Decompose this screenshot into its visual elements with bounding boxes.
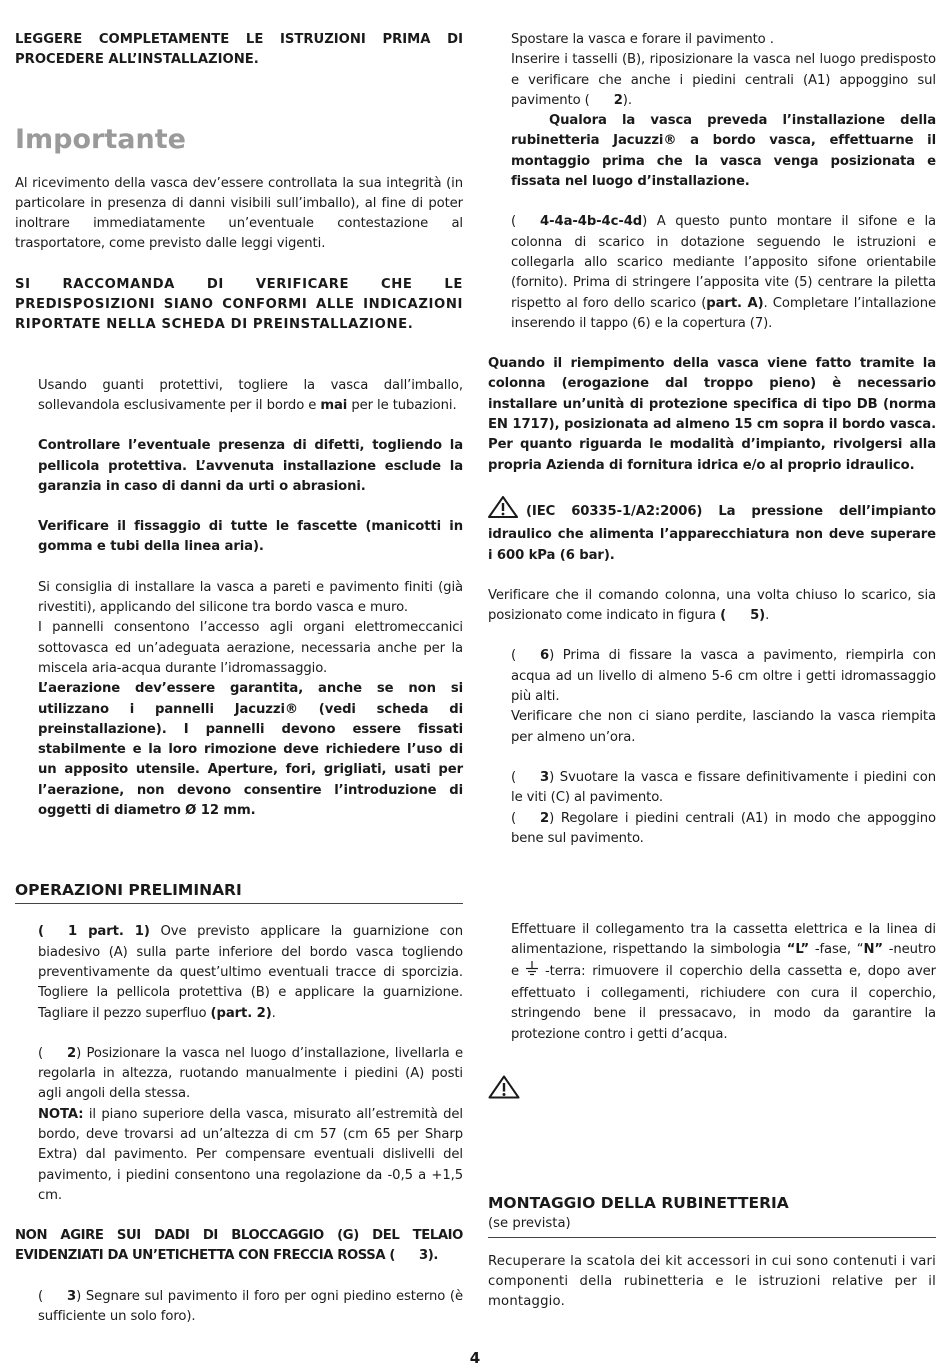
paragraph-verify: SI RACCOMANDA DI VERIFICARE CHE LE PREDISPOSIZIONI SIANO CONFORMI ALLE INDICAZIONI RIPORTATE NELLA SCHEDA DI PREINSTALLAZIONE. [15,276,463,333]
paragraph-taps-warning: Qualora la vasca preveda l’installazione della rubinetteria Jacuzzi® a bordo vasca, effettuarne il montaggio prima che la vasca venga posizionata e fissata nel luogo d’installazione. [511,113,936,190]
paragraph-gloves: Usando guanti protettivi, togliere la vasca dall’imballo, sollevandola esclusivamente per il bordo e mai per le tubazioni. [38,377,463,413]
ground-symbol-icon [525,961,539,984]
paragraph-nuts: NON AGIRE SUI DADI DI BLOCCAGGIO (G) DEL TELAIO EVIDENZIATI DA UN’ETICHETTA CON FRECCIA ROSSA ( 3). [15,1228,463,1264]
paragraph-plugs: Inserire i tasselli (B), riposizionare la vasca nel luogo predisposto e verificare che anche i piedini centrali (A1) appoggino sul pavimento ( 2). [511,52,936,108]
paragraph-gasket: ( 1 part. 1) Ove previsto applicare la guarnizione con biadesivo (A) sulla parte inferiore del bordo vasca togliendo preventivamente da quest’ultimo eventuali tracce di sporcizia. Togliere la pellicola protettiva (B) e applicare la guarnizione. Tagliare il pezzo superfluo (part. 2). [38,924,463,1021]
warning-icon-standalone [488,1075,936,1103]
paragraph-fill: ( 6) Prima di fissare la vasca a pavimento, riempirla con acqua ad un livello di almeno 5-6 cm oltre i getti idromassaggio più alti. [511,648,936,705]
paragraph-mark: ( 3) Segnare sul pavimento il foro per ogni piedino esterno (è sufficiente un solo foro). [38,1288,463,1325]
right-column [488,30,936,1313]
paragraph-empty: ( 3) Svuotare la vasca e fissare definitivamente i piedini con le viti (C) al pavimento. [511,769,936,806]
paragraph-move: Spostare la vasca e forare il pavimento . [511,32,774,47]
paragraph-siphon: ( 4-4a-4b-4c-4d) A questo punto montare il sifone e la colonna di scarico in dotazione seguendo le istruzioni e collegarla allo scarico mediante l’apposito sifone orientabile (fornito). Prima di stringere l’apposita vite (5) centrare la piletta rispetto al foro dello scarico (part. A). Completare l’intallazione inserendo il tappo (6) e la copertura (7). [511,214,937,331]
paragraph-adjust: ( 2) Regolare i piedini centrali (A1) in modo che appoggino bene sul pavimento. [511,810,936,846]
paragraph-receipt: Al ricevimento della vasca dev’essere controllata la sua integrità (in particolare in presenza di danni visibili sull’imballo), al fine di poter inoltrare immediatamente un’eventuale contestazione al trasportatore, come previsto dalle leggi vigenti. [15,175,463,252]
left-column [15,30,463,1327]
heading-important: Importante [15,123,186,155]
page-number: 4 [469,1349,481,1367]
paragraph-walls: Si consiglia di installare la vasca a pareti e pavimento finiti (già rivestiti), applicando del silicone tra bordo vasca e muro. [38,579,463,616]
paragraph-filling: Quando il riempimento della vasca viene fatto tramite la colonna (erogazione dal troppo pieno) è necessario installare un’unità di protezione specifica di tipo DB (norma EN 1717), posizionata ad almeno 15 cm sopra il bordo vasca. Per quanto riguarda le modalità d’impianto, rivolgersi alla propria Azienda di fornitura idrica e/o al proprio idraulico. [488,356,936,473]
paragraph-command: Verificare che il comando colonna, una volta chiuso lo scarico, sia posizionato come indicato in figura ( 5). [488,587,936,624]
paragraph-defects: Controllare l’eventuale presenza di difetti, togliendo la pellicola protettiva. L’avvenuta installazione esclude la garanzia in caso di danni da urti o abrasioni. [38,438,463,494]
paragraph-electrical: Effettuare il collegamento tra la cassetta elettrica e la linea di alimentazione, rispettando la simbologia “L” -fase, “N” -neutro e -terra: rimuovere il coperchio della cassetta e, dopo aver effettuato i collegamenti, richiudere con cura il coperchio, stringendo bene il pressacavo, in modo da garantire la protezione contro i getti d’acqua. [511,922,936,1042]
heading-preliminary: OPERAZIONI PRELIMINARI [15,879,463,904]
warning-icon [488,496,518,525]
paragraph-note: NOTA: il piano superiore della vasca, misurato all’estremità del bordo, deve trovarsi ad un’altezza di cm 57 (cm 65 per Sharp Extra) dal pavimento. Per compensare eventuali dislivelli del pavimento, i piedini consentono una regolazione da -0,5 a +1,5 cm. [38,1106,463,1203]
intro-warning: LEGGERE COMPLETAMENTE LE ISTRUZIONI PRIMA DI PROCEDERE ALL’INSTALLAZIONE. [15,32,463,68]
heading-taps: MONTAGGIO DELLA RUBINETTERIA [488,1193,789,1212]
paragraph-clamps: Verificare il fissaggio di tutte le fascette (manicotti in gomma e tubi della linea aria). [38,519,463,555]
paragraph-kit: Recuperare la scatola dei kit accessori in cui sono contenuti i vari componenti della rubinetteria e le istruzioni relative per il montaggio. [488,1253,936,1310]
paragraph-position: ( 2) Posizionare la vasca nel luogo d’installazione, livellarla e regolarla in altezza, ruotando manualmente i piedini (A) posti agli angoli della stessa. [38,1045,463,1102]
paragraph-pressure: (IEC 60335-1/A2:2006) La pressione dell’impianto idraulico che alimenta l’apparecchiatura non deve superare i 600 kPa (6 bar). [488,496,936,566]
paragraph-leaks: Verificare che non ci siano perdite, lasciando la vasca riempita per almeno un’ora. [511,709,936,745]
paragraph-aeration: L’aerazione dev’essere garantita, anche se non si utilizzano i pannelli Jacuzzi® (vedi scheda di preinstallazione). I pannelli devono essere fissati stabilmente e la loro rimozione deve richiedere l’uso di un apposito utensile. Aperture, fori, grigliati, usati per l’aerazione, non devono consentire l’introduzione di oggetti di diametro Ø 12 mm. [38,681,463,819]
heading-taps-subtitle: (se prevista) [488,1215,571,1231]
paragraph-panels: I pannelli consentono l’accesso agli organi elettromeccanici sottovasca ed un’adeguata aerazione, necessaria anche per la miscela aria-acqua durante l’idromassaggio. [38,620,463,676]
